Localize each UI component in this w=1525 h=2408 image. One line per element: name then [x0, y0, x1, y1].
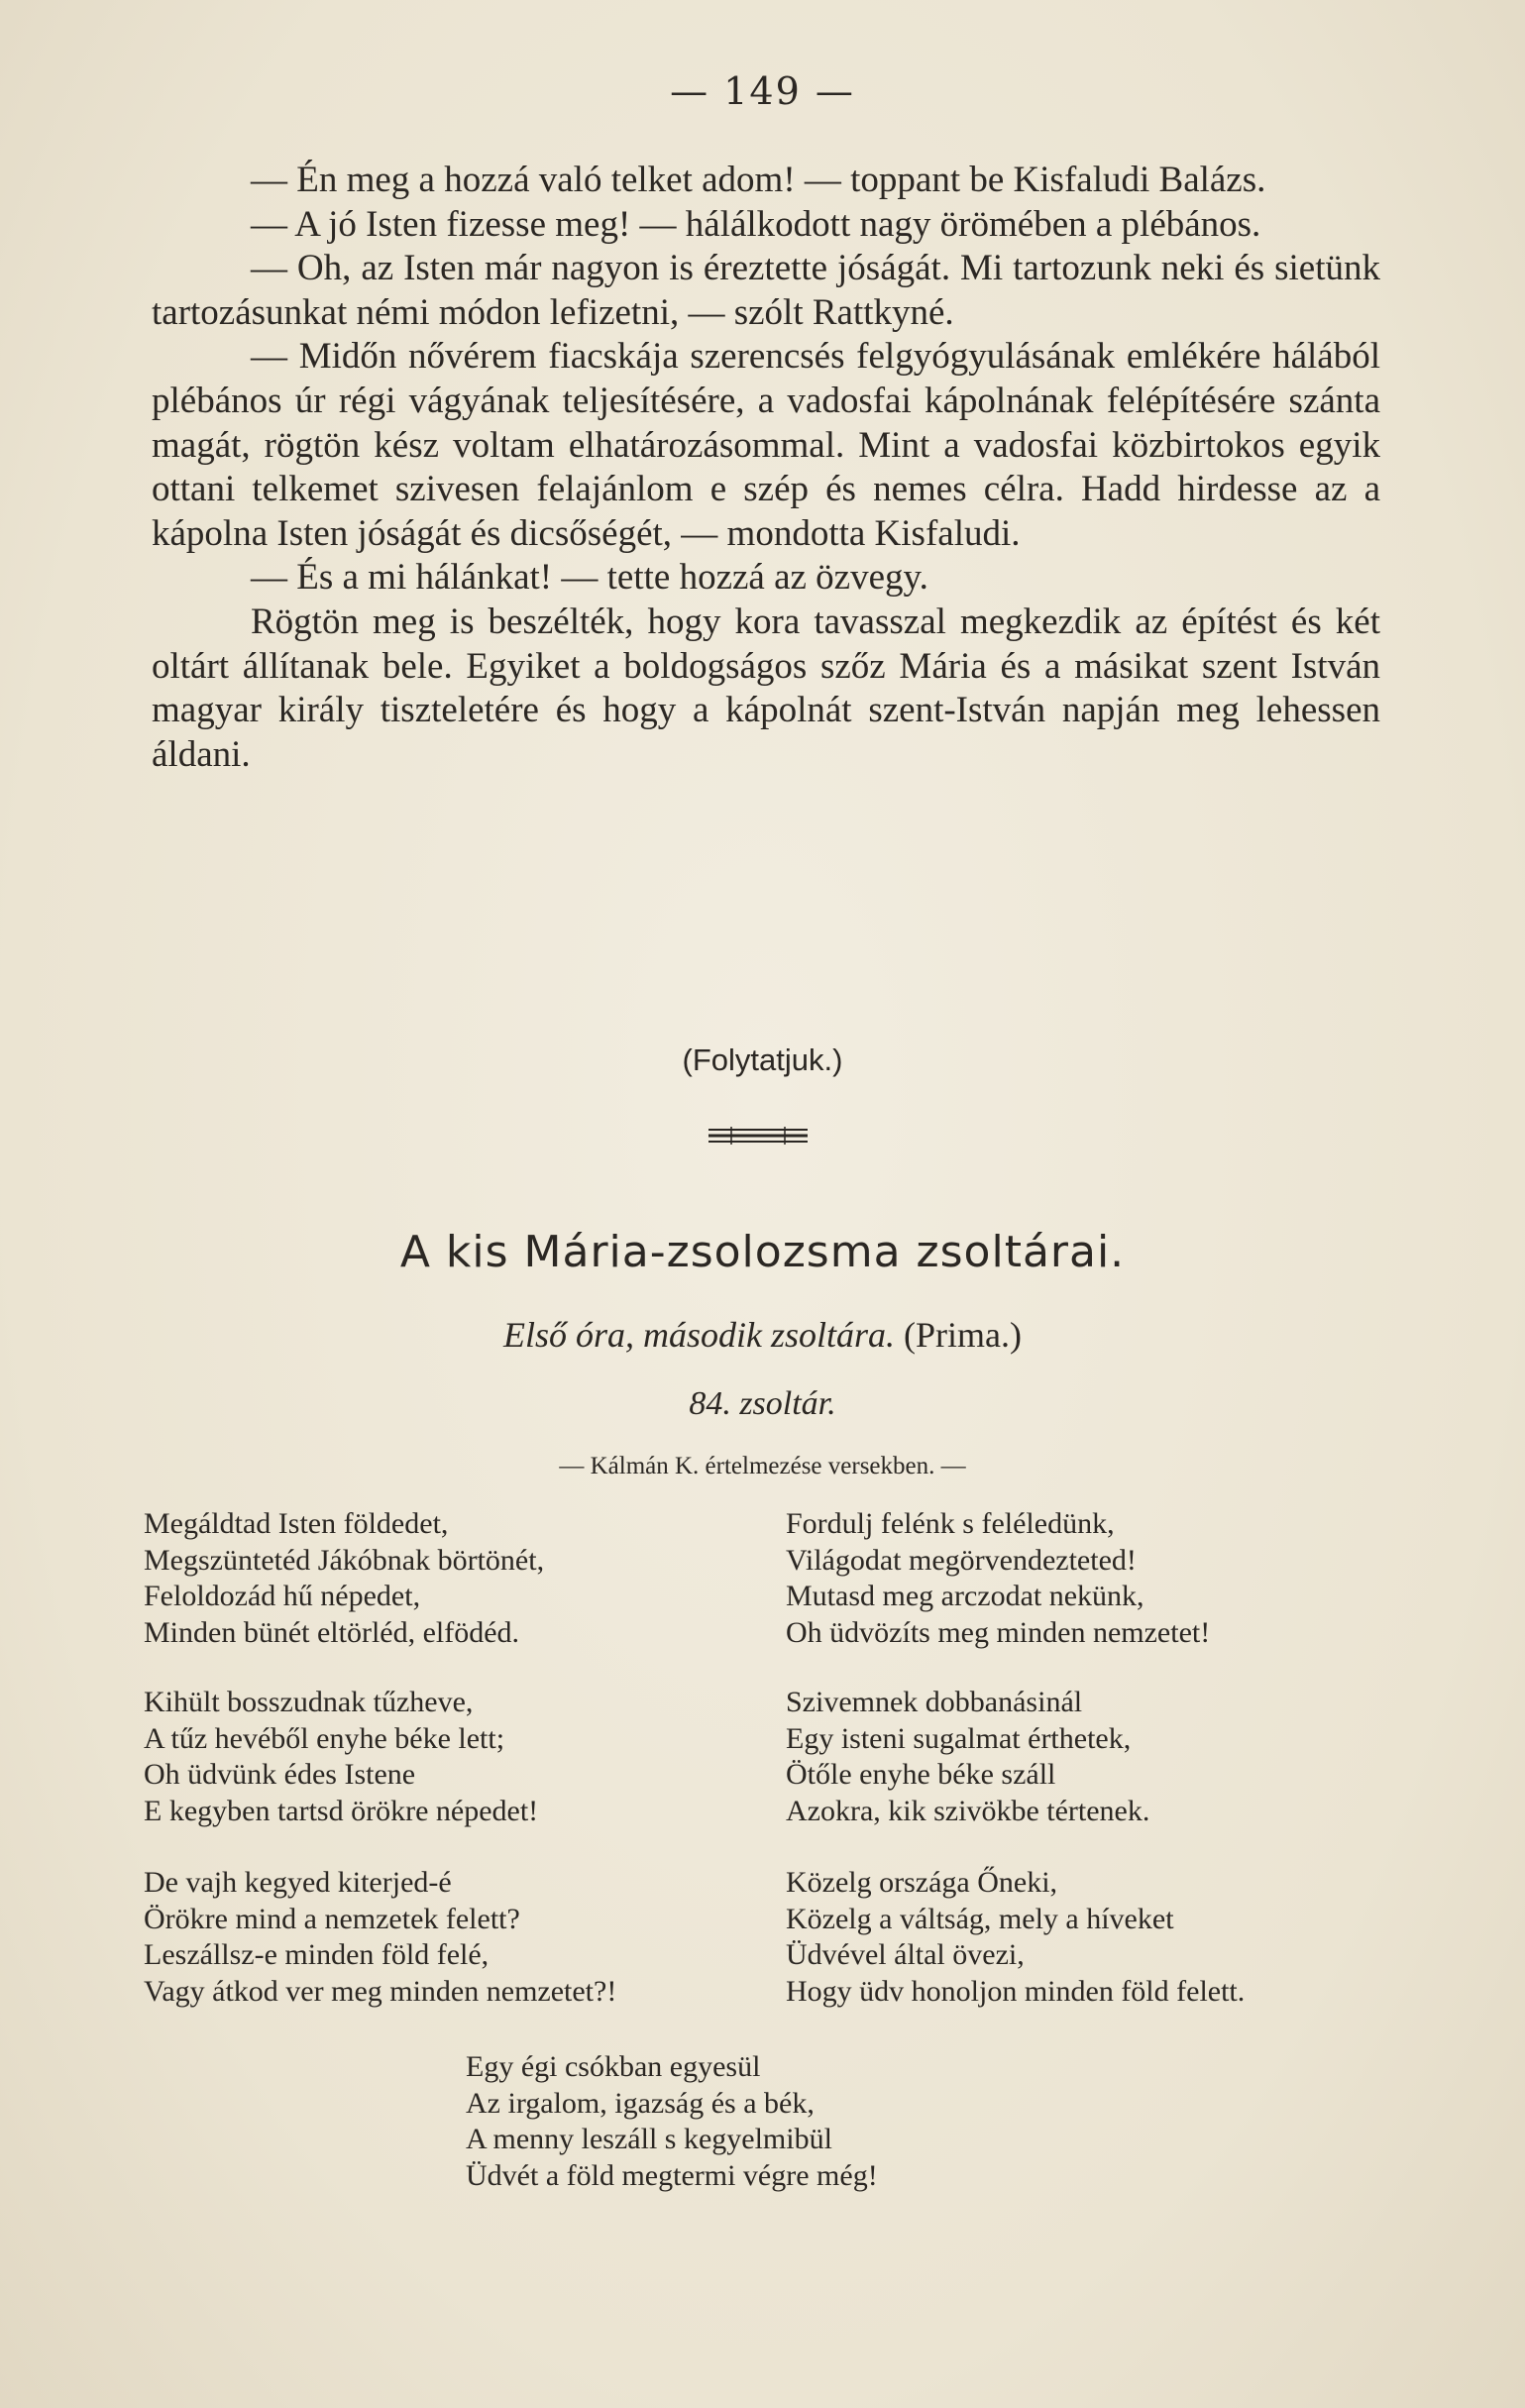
psalm-number: 84. zsoltár. [689, 1385, 836, 1422]
poem-line: Hogy üdv honoljon minden föld felett. [786, 1974, 1246, 2008]
poem-line: Üdvét a föld megtermi végre még! [466, 2158, 878, 2192]
poem-line: A tűz hevéből enyhe béke lett; [144, 1721, 505, 1755]
attribution: — Kálmán K. értelmezése versekben. — [559, 1453, 966, 1479]
poem-final-stanza [466, 2049, 878, 2194]
poem-line: Közelg a váltság, mely a híveket [786, 1902, 1174, 1935]
poem-line: Vagy átkod ver meg minden nemzetet?! [144, 1974, 617, 2008]
poem-line: Minden bünét eltörléd, elfödéd. [144, 1615, 520, 1649]
paragraph: — Oh, az Isten már nagyon is éreztette jóságát. Mi tartozunk neki és sietünk tartozásunkat némi módon lefizetni, — szólt Rattkyné. [152, 248, 1380, 333]
poem-stanza [144, 1865, 616, 2010]
paragraph: Rögtön meg is beszélték, hogy kora tavasszal megkezdik az építést és két oltárt állítanak bele. Egyiket a boldogságos szőz Mária és a másikat szent István magyar király tiszteletére és hogy a kápolnát szent-István napján meg lehessen áldani. [152, 601, 1380, 775]
paragraph: — A jó Isten fizesse meg! — hálálkodott nagy örömében a plébános. [251, 203, 1261, 245]
subtitle-italic: Első óra, második zsoltára. [502, 1315, 896, 1355]
poem-line: E kegyben tartsd örökre népedet! [144, 1794, 539, 1827]
poem-line: Egy isteni sugalmat érthetek, [786, 1721, 1132, 1755]
paragraph: — Én meg a hozzá való telket adom! — toppant be Kisfaludi Balázs. [251, 160, 1266, 200]
poem-line: Oh üdvözíts meg minden nemzetet! [786, 1615, 1211, 1649]
subtitle-plain: (Prima.) [904, 1315, 1022, 1355]
poem-stanza [786, 1685, 1149, 1829]
poem-line: Üdvével által övezi, [786, 1938, 1025, 1971]
page-number: — 149 — [670, 69, 855, 113]
poem-line: Ötőle enyhe béke száll [786, 1758, 1056, 1791]
poem-line: Fordulj felénk s feléledünk, [786, 1507, 1115, 1540]
poem-line: Közelg országa Őneki, [786, 1866, 1058, 1899]
poem-stanza [144, 1506, 544, 1651]
poem-line: Azokra, kik szivökbe tértenek. [786, 1794, 1150, 1827]
poem-line: Szivemnek dobbanásinál [786, 1686, 1083, 1718]
poem-line: Oh üdvünk édes Istene [144, 1758, 416, 1791]
poem-line: Az irgalom, igazság és a bék, [466, 2086, 815, 2120]
poem-line: Egy égi csókban egyesül [466, 2050, 761, 2083]
paragraph: — És a mi hálánkat! — tette hozzá az özvegy. [251, 557, 928, 599]
poem-line: A menny leszáll s kegyelmibül [466, 2123, 832, 2155]
ornament-divider-icon [704, 1125, 813, 1147]
poem-line: Leszállsz-e minden föld felé, [144, 1938, 490, 1971]
poem-line: Megáldtad Isten földedet, [144, 1507, 449, 1540]
poem-line: Megszüntetéd Jákóbnak börtönét, [144, 1543, 545, 1577]
poem-line: Mutasd meg arczodat nekünk, [786, 1580, 1144, 1612]
paragraph: — Midőn nővérem fiacskája szerencsés felgyógyulásának emlékére hálából plébános úr régi vágyának teljesítésére, a vadosfai kápolnának felépítésére szánta magát, rögtön kész voltam elhatározásommal. Mint a vadosfai közbirtokos egyik ottani telkemet szivesen felajánlom e szép és nemes célra. Hadd hirdesse az a kápolna Isten jóságát és dicsőségét, — mondotta Kisfaludi. [152, 336, 1380, 554]
poem-line: Feloldozád hű népedet, [144, 1580, 421, 1612]
story-text [152, 159, 1380, 777]
poem-line: Világodat megörvendezteted! [786, 1543, 1137, 1577]
article-subtitle [0, 1314, 1525, 1356]
poem-line: Kihült bosszudnak tűzheve, [144, 1686, 474, 1718]
poem-line: De vajh kegyed kiterjed-é [144, 1866, 452, 1899]
poem-stanza [786, 1506, 1210, 1651]
poem-line: Örökre mind a nemzetek felett? [144, 1902, 520, 1935]
to-be-continued: (Folytatjuk.) [682, 1042, 843, 1077]
poem-stanza [786, 1865, 1245, 2010]
article-title: A kis Mária-zsolozsma zsoltárai. [399, 1227, 1126, 1277]
poem-stanza [144, 1685, 538, 1829]
